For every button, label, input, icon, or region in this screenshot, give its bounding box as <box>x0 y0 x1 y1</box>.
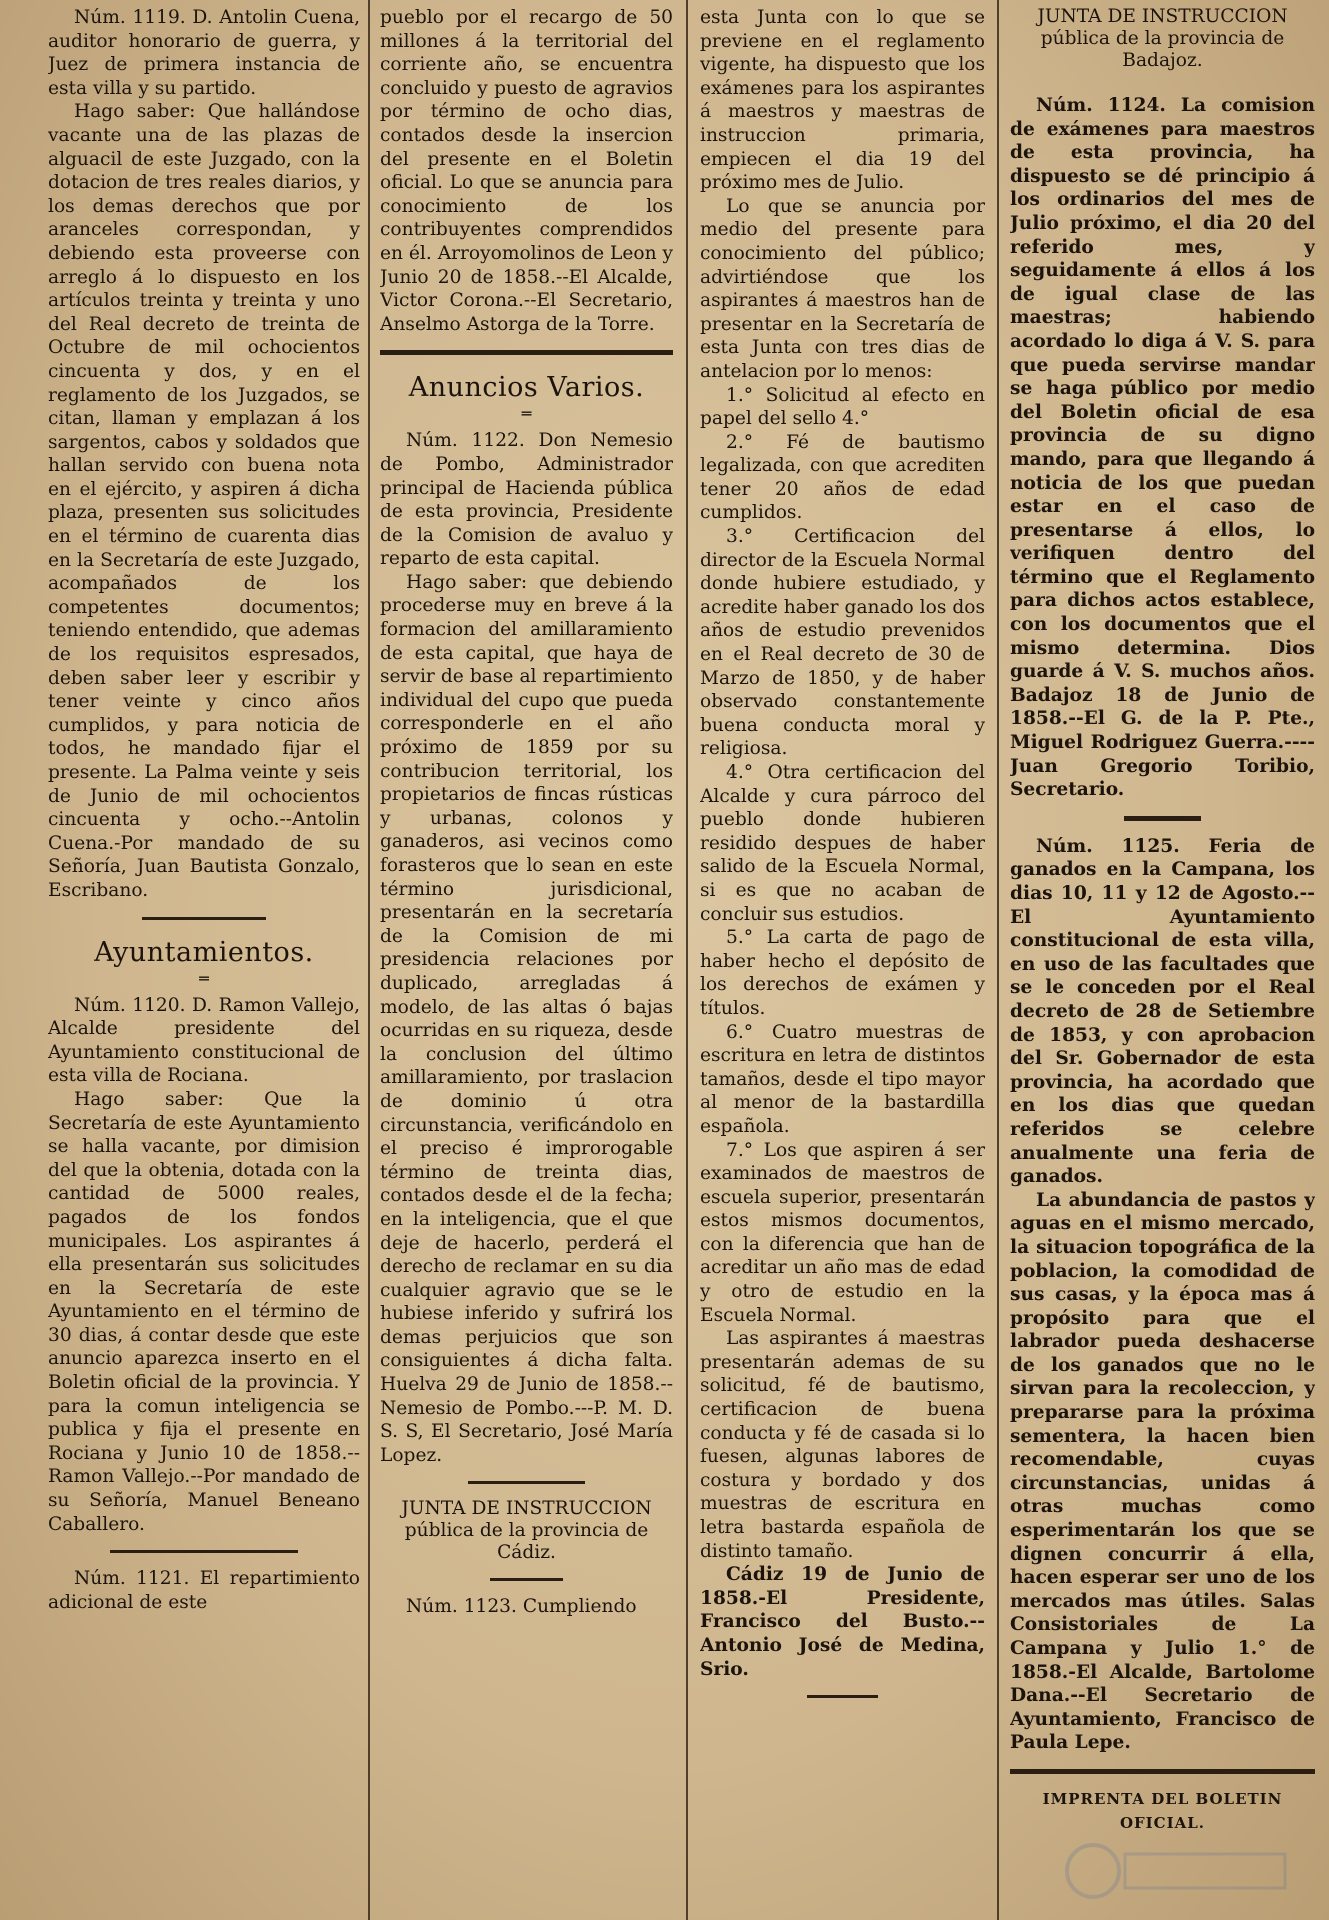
section-divider <box>142 917 267 920</box>
printer-imprint: IMPRENTA DEL BOLETIN OFICIAL. <box>1042 1789 1283 1832</box>
requirement-item: 3.° Certificacion del director de la Escuela Normal donde hubiere estudiado, y acredite haber ganado los dos años de estudio prevenidos en el Real decreto de 30 de Marzo de 1850, y de haber observado constantemente buena conducta moral y religiosa. <box>700 526 985 760</box>
notice-1123-maestras: Las aspirantes á maestras presentarán ademas de su solicitud, fé de bautismo, certificacion de buena conducta y fé de casada si lo fuesen, algunas labores de costura y bordado y dos muestras de escritura en letra bastarda española de distinto tamaño. <box>700 1328 985 1562</box>
notice-1125-body: La abundancia de pastos y aguas en el mismo mercado, la situacion topográfica de la poblacion, la comodidad de sus casas, y la época mas á propósito para que el labrador pueda deshacerse de los ganados que no le sirvan para la recoleccion, y prepararse para la próxima sementera, la hacen bien recomendable, cuyas circunstancias, unidas á otras muchas como esperimentarán los que se dignen concurrir á ella, hacen esperar ser uno de los mercados mas útiles. Salas Consistoriales de La Campana y Julio 1.° de 1858.-El Alcalde, Bartolome Dana.--El Secretario de Ayuntamiento, Francisco de Paula Lepe. <box>1010 1189 1315 1754</box>
notice-1123-continued: esta Junta con lo que se previene en el reglamento vigente, ha dispuesto que los exámenes para los aspirantes á maestros y maestras de instruccion primaria, empiecen el dia 19 del próximo mes de Julio. <box>700 7 985 194</box>
section-divider <box>380 350 673 355</box>
column-2 <box>380 6 673 1911</box>
notice-1122-body: Hago saber: que debiendo procederse muy en breve á la formacion del amillaramiento de esta capital, que haya de servir de base al repartimiento individual del cupo que pueda corresponderle en el año próximo de 1859 por su contribucion territorial, los propietarios de fincas rústicas y urbanas, colonos y ganaderos, asi vecinos como forasteros que lo sean en este término jurisdicional, presentarán en la secretaría de la Comision de mi presidencia relaciones por duplicado, arregladas á modelo, de las altas ó bajas ocurridas en su riqueza, desde la conclusion del último amillaramiento, por traslacion de dominio ú otra circunstancia, verificándolo en el preciso é improrogable término de treinta dias, contados desde el de la fecha; en la inteligencia, que el que deje de hacerlo, perderá el derecho de reclamar en su dia cualquier agravio que se le hubiese inferido y sufrirá los demas perjuicios que son consiguientes á dicha falta. Huelva 29 de Junio de 1858.--Nemesio de Pombo.---P. M. D. S. S, El Secretario, José María Lopez. <box>380 571 673 1466</box>
footer-divider <box>1010 1769 1315 1774</box>
requirement-item: 5.° La carta de pago de haber hecho el depósito de los derechos de exámen y títulos. <box>700 927 985 1019</box>
requirement-item: 6.° Cuatro muestras de escritura en letra de distintos tamaños, desde el tipo mayor al menor de la bastardilla española. <box>700 1021 985 1137</box>
requirement-item: 4.° Otra certificacion del Alcalde y cura párroco del pueblo donde hubieren residido despues de haber salido de la Escuela Normal, si es que no acaban de concluir sus estudios. <box>700 762 985 925</box>
junta-cadiz-subtitle: pública de la provincia de Cádiz. <box>404 1520 649 1564</box>
notice-1120-header: Núm. 1120. D. Ramon Vallejo, Alcalde presidente del Ayuntamiento constitucional de esta villa de Rociana. <box>48 994 360 1087</box>
section-divider <box>807 1695 878 1698</box>
section-heading-ayuntamientos: Ayuntamientos. <box>94 936 314 968</box>
notice-1124: Núm. 1124. La comision de exámenes para maestros de esta provincia, ha dispuesto se dé principio á los ordinarios del mes de Julio próximo, el dia 20 del referido mes, y seguidamente á ellos á los de igual clase de las maestras; habiendo acordado lo diga á V. S. para que pueda servirse mandar se haga público por medio del Boletin oficial de esa provincia de su digno mando, para que llegando á noticia de los que puedan estar en el caso de presentarse á ellos, lo verifiquen dentro del término que el Reglamento para dichos actos establece, con los documentos que el mismo determina. Dios guarde á V. S. muchos años. Badajoz 18 de Junio de 1858.--El G. de la P. Pte., Miguel Rodriguez Guerra.----Juan Gregorio Toribio, Secretario. <box>1010 95 1315 801</box>
heading-ornament: ═ <box>521 404 532 424</box>
library-stamp-watermark <box>1063 1836 1293 1906</box>
column-divider <box>997 0 999 1920</box>
notice-1120-body: Hago saber: Que la Secretaría de este Ayuntamiento se halla vacante, por dimision del que la obtenia, dotada con la cantidad de 5000 reales, pagados de los fondos municipales. Los aspirantes á ella presentarán sus solicitudes en la Secretaría de este Ayuntamiento en el término de 30 dias, á contar desde que este anuncio aparezca inserto en el Boletin oficial de la provincia. Y para la comun inteligencia se publica y fija el presente en Rociana y Junio 10 de 1858.--Ramon Vallejo.--Por mandado de su Señoría, Manuel Beneano Caballero. <box>48 1088 360 1535</box>
column-divider <box>686 0 688 1920</box>
section-divider <box>490 1578 563 1581</box>
junta-cadiz-title: JUNTA DE INSTRUCCION <box>401 1498 652 1520</box>
column-divider <box>368 0 370 1920</box>
requirement-item: 1.° Solicitud al efecto en papel del sello 4.° <box>700 384 985 430</box>
section-divider <box>468 1481 585 1484</box>
section-divider <box>110 1550 297 1553</box>
junta-badajoz-title: JUNTA DE INSTRUCCION <box>1037 6 1288 27</box>
requirement-item: 2.° Fé de bautismo legalizada, con que acrediten tener 20 años de edad cumplidos. <box>700 431 985 524</box>
heading-ornament: ═ <box>199 968 209 988</box>
column-1 <box>48 6 360 1911</box>
notice-1123-advice: Lo que se anuncia por medio del presente para conocimiento del público; advirtiéndose que los aspirantes á maestros han de presentar en la Secretaría de esta Junta con tres dias de antelacion por lo menos: <box>700 195 985 382</box>
notice-1119-body: Hago saber: Que hallándose vacante una de las plazas de alguacil de este Juzgado, con la dotacion de tres reales diarios, y los demas derechos que por aranceles correspondan, y debiendo esta proveerse con arreglo á lo dispuesto en los artículos treinta y treinta y uno del Real decreto de treinta de Octubre de mil ochocientos cincuenta y dos, y en el reglamento de los Juzgados, se citan, llaman y emplazan á los sargentos, cabos y soldados que hallan servido con buena nota en el ejército, y aspiren á dicha plaza, presenten sus solicitudes en el término de cuarenta dias en la Secretaría de este Juzgado, acompañados de los competentes documentos; teniendo entendido, que ademas de los requisitos espresados, deben saber leer y escribir y tener veinte y cinco años cumplidos, y para noticia de todos, he mandado fijar el presente. La Palma veinte y seis de Junio de mil ochocientos cincuenta y ocho.--Antolin Cuena.-Por mandado de su Señoría, Juan Bautista Gonzalo, Escribano. <box>48 101 360 901</box>
junta-badajoz-subtitle: pública de la provincia de Badajoz. <box>1040 28 1285 71</box>
heading-ornament <box>1010 72 1315 86</box>
notice-1122-header: Núm. 1122. Don Nemesio de Pombo, Administrador principal de Hacienda pública de esta provincia, Presidente de la Comision de avaluo y reparto de esta capital. <box>380 430 673 570</box>
notice-1121-continued: pueblo por el recargo de 50 millones á la territorial del corriente año, se encuentra concluido y puesto de agravios por término de ocho dias, contados desde la insercion del presente en el Boletin oficial. Lo que se anuncia para conocimiento de los contribuyentes comprendidos en él. Arroyomolinos de Leon y Junio 20 de 1858.--El Alcalde, Victor Corona.--El Secretario, Anselmo Astorga de la Torre. <box>380 7 673 335</box>
column-4 <box>1010 6 1315 1911</box>
notice-1123-signature: Cádiz 19 de Junio de 1858.-El Presidente, Francisco del Busto.--Antonio José de Medina, Srio. <box>700 1564 985 1680</box>
notice-1119-header: Núm. 1119. D. Antolin Cuena, auditor honorario de guerra, y Juez de primera instancia de esta villa y su partido. <box>48 7 360 99</box>
notice-1123-start: Núm. 1123. Cumpliendo <box>406 1596 637 1618</box>
section-heading-anuncios-varios: Anuncios Varios. <box>408 372 645 404</box>
requirement-item: 7.° Los que aspiren á ser examinados de maestros de escuela superior, presentarán estos mismos documentos, con la diferencia que han de acreditar un año mas de edad y otro de estudio en la Escuela Normal. <box>700 1139 985 1326</box>
section-divider <box>1124 816 1200 821</box>
column-3 <box>700 6 985 1911</box>
notice-1121-start: Núm. 1121. El repartimiento adicional de este <box>48 1568 360 1613</box>
notice-1125-header: Núm. 1125. Feria de ganados en la Campana, los dias 10, 11 y 12 de Agosto.--El Ayuntamiento constitucional de esta villa, en uso de las facultades que se le conceden por el Real decreto de 28 de Setiembre de 1853, y con aprobacion del Sr. Gobernador de esta provincia, ha acordado que en los dias que quedan referidos se celebre anualmente una feria de ganados. <box>1010 835 1315 1188</box>
